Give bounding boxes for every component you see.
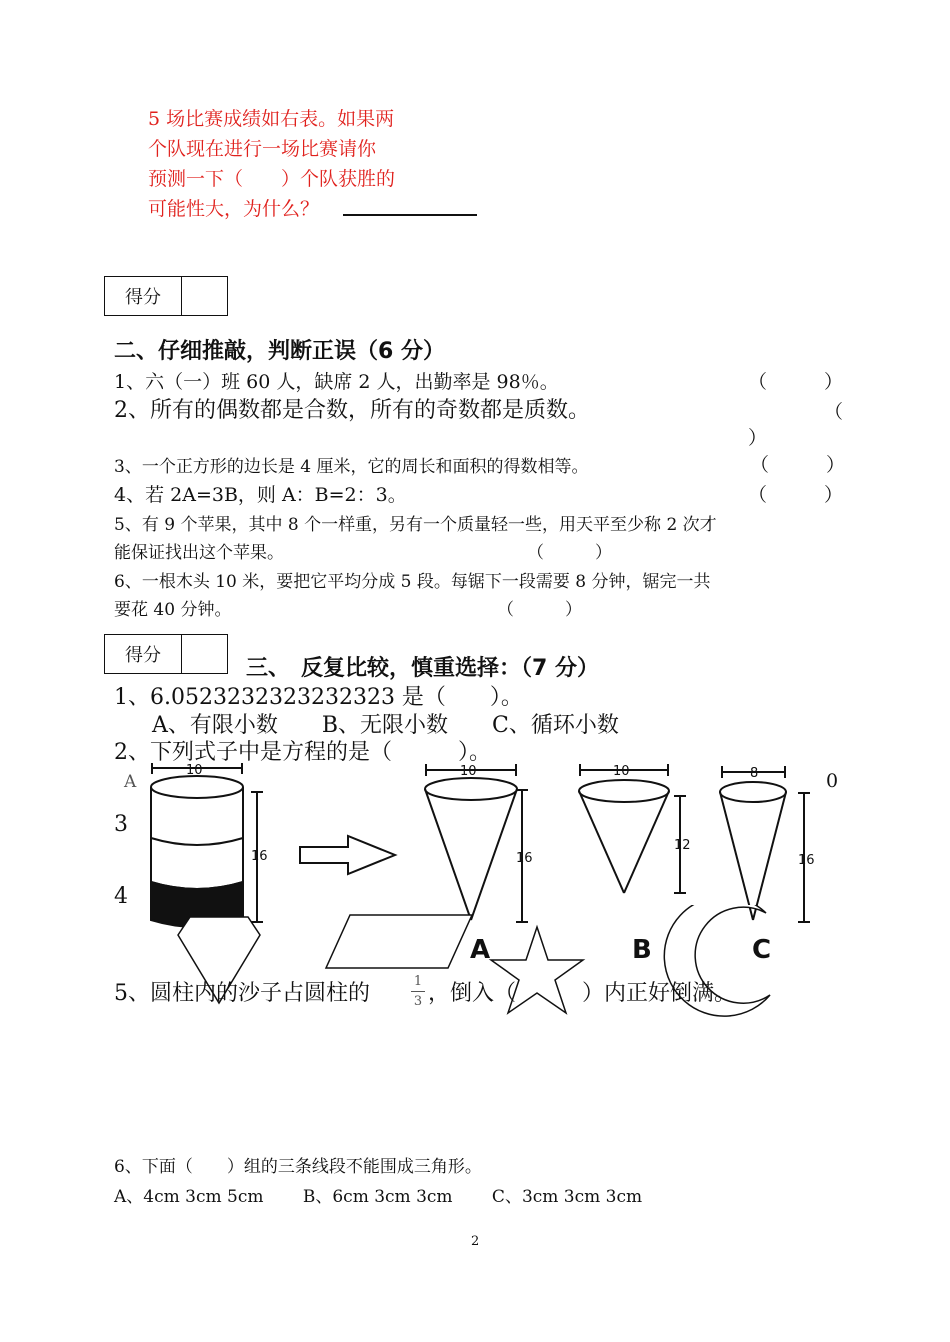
frac-numerator: 1 bbox=[413, 974, 423, 989]
s2-item-5-paren: （ ） bbox=[527, 543, 612, 563]
page-number: 2 bbox=[471, 1234, 480, 1249]
score-blank bbox=[182, 635, 227, 673]
frac-bar bbox=[411, 991, 425, 992]
cone-a-label: A bbox=[470, 935, 491, 965]
overlay-shapes bbox=[170, 905, 790, 1025]
s2-item-2-paren-close: ） bbox=[748, 427, 768, 449]
s3-q5-prefix: 5、圆柱内的沙子占圆柱的 bbox=[114, 981, 370, 1006]
score-label: 得分 bbox=[105, 635, 182, 673]
q5-line-3: 预测一下（ ）个队获胜的 bbox=[148, 168, 396, 190]
s3-q5-suffix: ，倒入（ ）内正好倒满。 bbox=[428, 981, 737, 1006]
cylinder-top bbox=[151, 776, 243, 798]
q5-line-2: 个队现在进行一场比赛请你 bbox=[148, 138, 377, 160]
s2-item-6-cont: 要花 40 分钟。 bbox=[114, 600, 232, 620]
cone-b-top bbox=[579, 780, 669, 802]
cone-c-height: 16 bbox=[798, 853, 815, 868]
cone-c-label: C bbox=[752, 935, 772, 965]
score-label: 得分 bbox=[105, 277, 182, 315]
s3-q2: 2、下列式子中是方程的是（ ）。 bbox=[114, 740, 491, 765]
s2-item-5-cont: 能保证找出这个苹果。 bbox=[114, 543, 284, 563]
s2-item-5: 5、有 9 个苹果，其中 8 个一样重，另有一个质量轻一些，用天平至少称 2 次才 bbox=[114, 515, 717, 535]
cone-c-top bbox=[720, 782, 786, 802]
q5-answer-line bbox=[343, 214, 477, 216]
score-blank bbox=[182, 277, 227, 315]
score-box-section-3 bbox=[104, 634, 228, 674]
section-3-title: 三、 反复比较，慎重选择：（7 分） bbox=[246, 656, 599, 681]
cone-a-diameter: 10 bbox=[460, 764, 477, 779]
s3-q2-partial-right: 0 bbox=[826, 770, 839, 792]
s2-item-6-paren: （ ） bbox=[497, 600, 582, 620]
cone-b-height: 12 bbox=[674, 838, 691, 853]
arrow-icon bbox=[300, 836, 395, 874]
cone-b-diameter: 10 bbox=[613, 764, 630, 779]
cone-a-top bbox=[425, 778, 517, 800]
s2-item-3: 3、一个正方形的边长是 4 厘米，它的周长和面积的得数相等。 bbox=[114, 457, 589, 477]
cone-a-height: 16 bbox=[516, 851, 533, 866]
s3-q3-number: 3 bbox=[114, 812, 128, 837]
cone-c-diameter: 8 bbox=[750, 766, 759, 781]
q5-line-4: 可能性大，为什么？ bbox=[148, 198, 320, 220]
cyl-width-label: 10 bbox=[186, 763, 203, 778]
s3-q4-number: 4 bbox=[114, 884, 128, 909]
cone-b-label: B bbox=[632, 935, 652, 965]
s2-item-3-paren: （ ） bbox=[750, 454, 846, 476]
section-2-title: 二、仔细推敲，判断正误（6 分） bbox=[114, 339, 445, 364]
s3-q6: 6、下面（ ）组的三条线段不能围成三角形。 bbox=[114, 1157, 482, 1177]
s3-q1-options: A、有限小数 B、无限小数 C、循环小数 bbox=[152, 713, 619, 738]
s2-item-2: 2、所有的偶数都是合数，所有的奇数都是质数。 bbox=[114, 398, 590, 423]
s2-item-6: 6、一根木头 10 米，要把它平均分成 5 段。每锯下一段需要 8 分钟，锯完一共 bbox=[114, 572, 711, 592]
frac-denominator: 3 bbox=[413, 994, 423, 1009]
s3-q1: 1、6.0523232323232323 是（ ）。 bbox=[114, 685, 523, 710]
cyl-height-label: 16 bbox=[251, 849, 268, 864]
parallelogram-shape[interactable] bbox=[326, 915, 472, 968]
score-box-section-2 bbox=[104, 276, 228, 316]
s2-item-4: 4、若 2A=3B，则 A：B=2：3。 bbox=[114, 484, 407, 506]
s2-item-1-paren: （ ） bbox=[748, 371, 844, 393]
s2-item-4-paren: （ ） bbox=[748, 484, 844, 506]
s3-q2-partial-left: A bbox=[124, 772, 137, 792]
s2-item-1: 1、六（一）班 60 人，缺席 2 人，出勤率是 98％。 bbox=[114, 371, 559, 393]
s2-item-2-paren-open: （ bbox=[824, 401, 844, 423]
s3-q6-options: A、4cm 3cm 5cm B、6cm 3cm 3cm C、3cm 3cm 3cm bbox=[114, 1187, 643, 1207]
q5-line-1: 5 场比赛成绩如右表。如果两 bbox=[148, 108, 395, 130]
s3-q5-fraction bbox=[411, 974, 425, 1009]
